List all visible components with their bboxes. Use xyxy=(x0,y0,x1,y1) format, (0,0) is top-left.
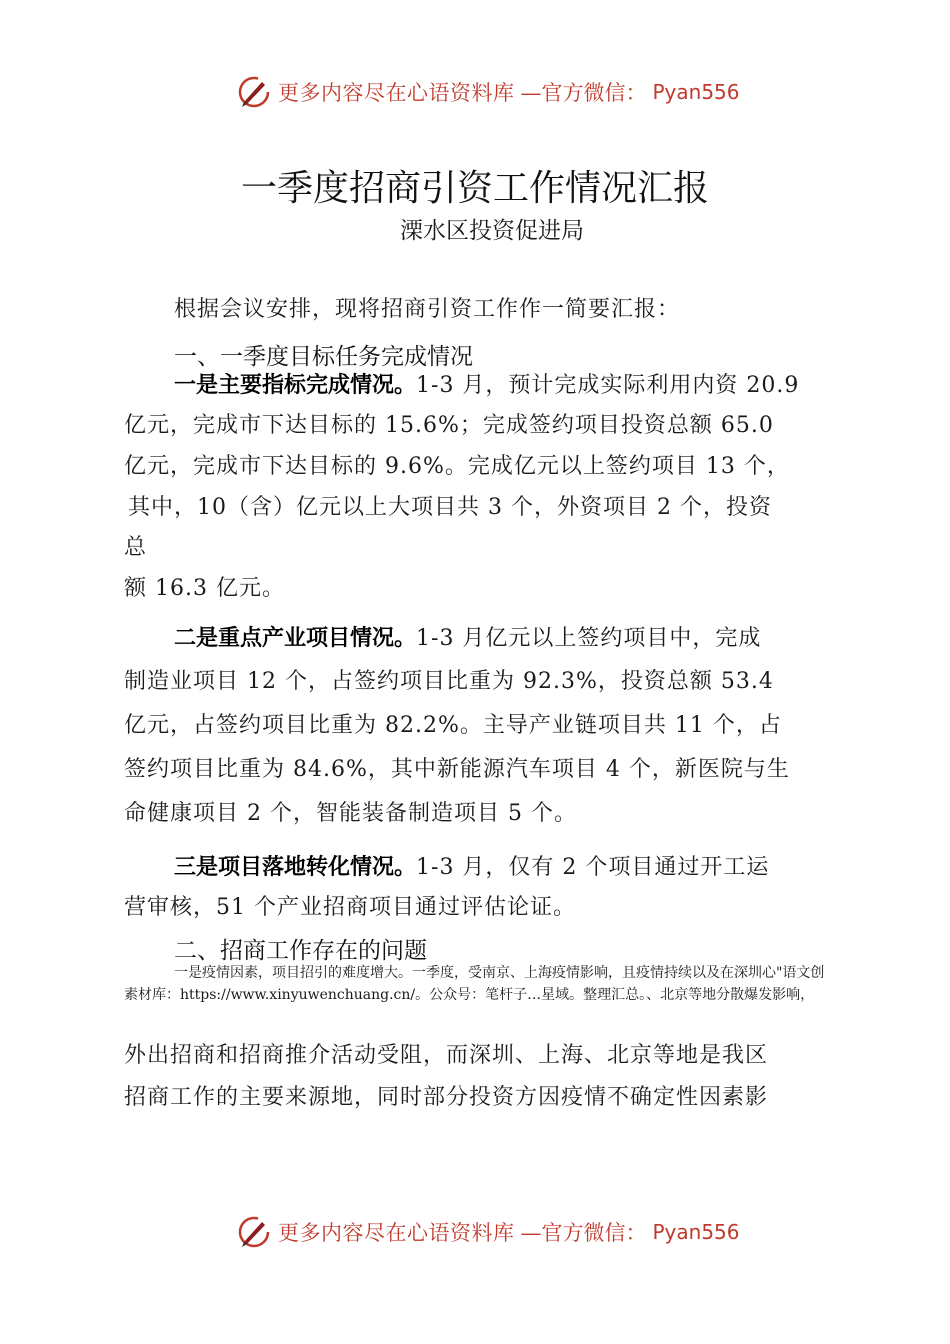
paragraph-1-line-5: 总 xyxy=(124,535,148,560)
paragraph-3-line-2: 营审核，51 个产业招商项目通过评估论证。 xyxy=(124,895,576,920)
document-title: 一季度招商引资工作情况汇报 xyxy=(240,168,709,209)
banner-text: 更多内容尽在心语资料库 xyxy=(278,1221,515,1245)
paragraph-1-line-1: 一是主要指标完成情况。1-3 月，预计完成实际利用内资 20.9 xyxy=(174,373,800,398)
intro-paragraph: 根据会议安排，现将招商引资工作作一简要汇报： xyxy=(174,297,681,322)
brush-logo-icon xyxy=(236,74,272,110)
paragraph-1-line-4: 其中，10（含）亿元以上大项目共 3 个，外资项目 2 个，投资 xyxy=(128,495,772,520)
banner-wechat-id: Pyan556 xyxy=(652,1220,740,1244)
paragraph-1-line-6: 额 16.3 亿元。 xyxy=(124,576,285,601)
paragraph-4-line-2: 招商工作的主要来源地，同时部分投资方因疫情不确定性因素影 xyxy=(124,1085,769,1110)
banner-suffix: —官方微信： xyxy=(520,1221,647,1245)
paragraph-3-lead: 三是项目落地转化情况。 xyxy=(174,855,417,880)
banner-text: 更多内容尽在心语资料库 xyxy=(278,81,515,105)
section-heading-1: 一、一季度目标任务完成情况 xyxy=(174,344,473,370)
paragraph-2-lead: 二是重点产业项目情况。 xyxy=(174,626,417,651)
paragraph-1-line-2: 亿元，完成市下达目标的 15.6%；完成签约项目投资总额 65.0 xyxy=(124,413,774,438)
paragraph-2-line-2: 制造业项目 12 个，占签约项目比重为 92.3%，投资总额 53.4 xyxy=(124,669,774,694)
document-subtitle: 溧水区投资促进局 xyxy=(400,218,584,244)
banner-wechat-id: Pyan556 xyxy=(652,80,740,104)
paragraph-3-line-1: 三是项目落地转化情况。1-3 月，仅有 2 个项目通过开工运 xyxy=(174,855,770,880)
brush-logo-icon xyxy=(236,1214,272,1250)
header-watermark-banner xyxy=(236,72,740,112)
small-print-paragraph: 一是疫情因素，项目招引的难度增大。一季度，受南京、上海疫情影响，且疫情持续以及在深圳心"语文创素材库：https://www.xinyuwenchuang.cn/。公众号：笔杆子…星域。整理汇总。、北京等地分散爆发影响， xyxy=(124,965,825,1003)
paragraph-2-line-3: 亿元，占签约项目比重为 82.2%。主导产业链项目共 11 个，占 xyxy=(124,713,782,738)
banner-suffix: —官方微信： xyxy=(520,81,647,105)
paragraph-2-line-1: 二是重点产业项目情况。1-3 月亿元以上签约项目中，完成 xyxy=(174,626,762,651)
paragraph-1-lead: 一是主要指标完成情况。 xyxy=(174,373,417,398)
paragraph-2-line-5: 命健康项目 2 个，智能装备制造项目 5 个。 xyxy=(124,801,577,826)
section-heading-2: 二、招商工作存在的问题 xyxy=(174,938,427,964)
paragraph-2-line-4: 签约项目比重为 84.6%，其中新能源汽车项目 4 个，新医院与生 xyxy=(124,757,790,782)
footer-watermark-banner xyxy=(236,1212,740,1252)
paragraph-1-line-3: 亿元，完成市下达目标的 9.6%。完成亿元以上签约项目 13 个， xyxy=(124,454,790,479)
paragraph-4-line-1: 外出招商和招商推介活动受阻，而深圳、上海、北京等地是我区 xyxy=(124,1043,769,1068)
